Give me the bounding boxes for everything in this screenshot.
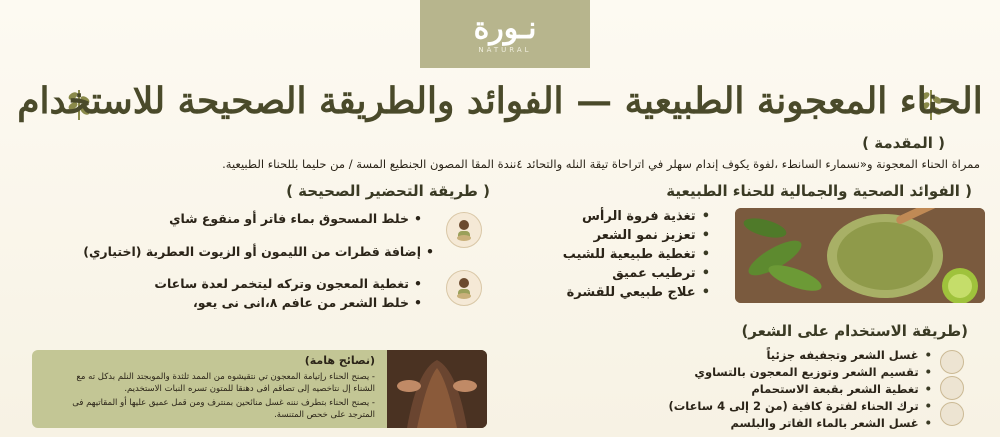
intro-text: ممراة الحناء المعجونة و«نسمارء السانطء ،لفوة يكوف إندام سهلر في اتراحاة تيقة النله والتحائد ٤نندة المقا المصون الجنطيع المسة / من حليما بللحناء الطبيعية. (222, 157, 980, 171)
intro-heading: ( المقدمة ) (862, 134, 945, 152)
logo-subtitle: NATURAL (478, 46, 532, 54)
list-item: • تغذية فروة الرأس (563, 207, 710, 226)
prep-step-4: •خلط الشعر من عافم ٨،انى نى يعو، (192, 295, 422, 310)
prep-step-text: تغطية المعجون وتركه ليتخمر لعدة ساعات (154, 276, 409, 291)
prep-step-text: خلط الشعر من عافم ٨،انى نى يعو، (192, 295, 409, 310)
hair-photo (387, 350, 487, 428)
tips-line: الشناء إل نتاخصيه إلى تصاقم افى دهنقا للمتون تسره النبات الاستخديم. (124, 384, 375, 394)
benefits-list (563, 207, 710, 302)
prep-step-3: •تغطية المعجون وتركه ليتخمر لعدة ساعات (154, 276, 422, 291)
prep-step-text: إضافة قطرات من الليمون أو الزيوت العطرية (اختياري) (83, 244, 421, 259)
prep-step-text: خلط المسحوق بماء فاتر أو منقوع شاي (169, 211, 409, 226)
tips-line: - يصنح الحناء بتطرف نننه غسل منائحين بمنترف ومن قمل عميق عليها أو المقاتيهم فى (72, 398, 375, 408)
henna-bowl-photo (735, 208, 985, 303)
tips-box (32, 350, 487, 428)
usage-heading: (طريقة الاستخدام على الشعر) (741, 322, 968, 340)
woman-covering-icon (446, 270, 482, 306)
page-title: الحناء المعجونة الطبيعية — الفوائد والطريقة الصحيحة للاستخدام (17, 80, 983, 122)
preparation-heading: ( طريقة التحضير الصحيحة ) (286, 182, 490, 200)
benefits-heading: ( الفوائد الصحية والجمالية للحناء الطبيعية (666, 182, 972, 200)
usage-list (668, 347, 932, 432)
tips-line: - يصنح الحناء رإتيامة المعجون تي نتقيشوه من الممد ثلثدة والموبجتد النلم بدكل ته مع (76, 372, 375, 382)
list-item: • غسل الشعر وتجفيفه جزئياً (668, 347, 932, 364)
hair-wash-icon (940, 350, 964, 374)
list-item: • تقسيم الشعر وتوزيع المعجون بالتساوي (668, 364, 932, 381)
list-item: • تعزيز نمو الشعر (563, 226, 710, 245)
list-item: • ترطيب عميق (563, 264, 710, 283)
shower-cap-icon (940, 376, 964, 400)
logo-text: نـورة (473, 11, 537, 46)
list-item: • تغطية طبيعية للشيب (563, 245, 710, 264)
brand-logo (420, 0, 590, 68)
timer-icon (940, 402, 964, 426)
tips-heading: (نصائح هامة) (304, 354, 375, 367)
list-item: • تغطية الشعر بقبعة الاستحمام (668, 381, 932, 398)
woman-mixing-icon (446, 212, 482, 248)
list-item: • غسل الشعر بالماء الفاتر والبلسم (668, 415, 932, 432)
prep-step-1: •خلط المسحوق بماء فاتر أو منقوع شاي (169, 211, 422, 226)
tips-line: المترجد على خحص المتنسة. (274, 410, 375, 420)
list-item: • ترك الحناء لفترة كافية (من 2 إلى 4 ساعات) (668, 398, 932, 415)
prep-step-2: •إضافة قطرات من الليمون أو الزيوت العطرية (اختياري) (83, 244, 434, 259)
title-row (0, 70, 1000, 132)
list-item: • علاج طبيعي للقشرة (563, 283, 710, 302)
